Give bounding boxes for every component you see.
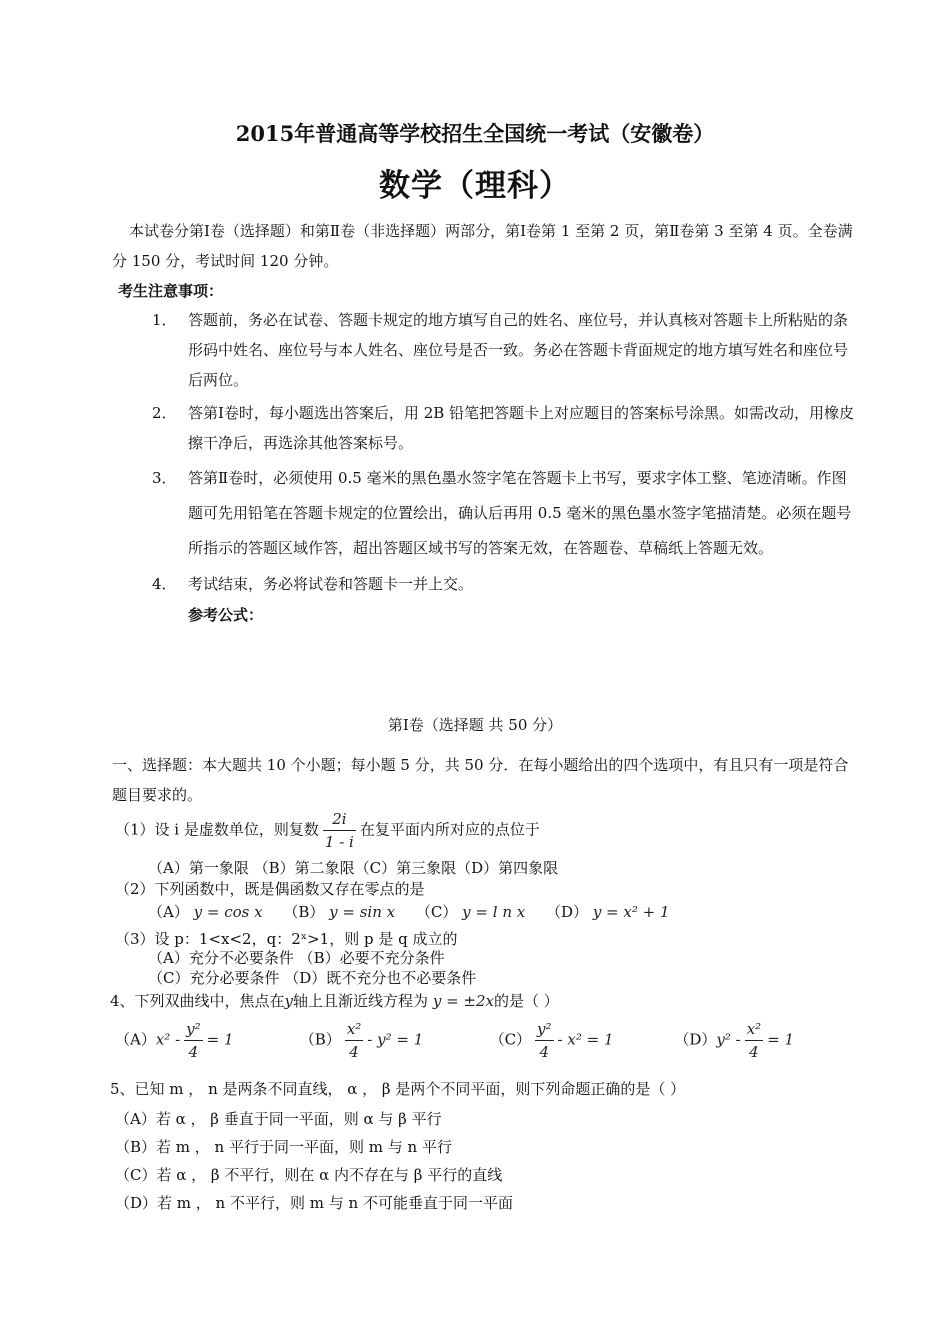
question-5: 5、已知 m ， n 是两条不同直线， α ， β 是两个不同平面，则下列命题正确的是（ ） (110, 1080, 686, 1098)
q4-option-b-fraction (345, 1018, 363, 1063)
q4-option-d-label: （D） (674, 1030, 717, 1049)
q4-option-d-pre: y² - (716, 1030, 741, 1049)
q2-option-c: y = l n x (462, 903, 526, 921)
q4-option-d-num: x² (745, 1018, 763, 1041)
question-1 (115, 808, 540, 853)
q5-option-c: （C）若 α ， β 不平行，则在 α 内不存在与 β 平行的直线 (115, 1166, 503, 1184)
q2-option-a: y = cos x (193, 903, 263, 921)
notice-item-number: 1． (152, 311, 177, 329)
q4-option-a (115, 1018, 295, 1063)
q4-asymptote: y = ±2x (432, 992, 494, 1010)
q4-option-c-num: y² (535, 1018, 554, 1041)
q4-option-b-post: - y² = 1 (367, 1030, 424, 1049)
q5-option-a: （A）若 α ， β 垂直于同一平面，则 α 与 β 平行 (115, 1110, 442, 1128)
notice-item-number: 3． (152, 469, 177, 487)
q2-options (148, 901, 670, 922)
q4-option-d-fraction (745, 1018, 763, 1063)
notice-item-text: 答第Ⅰ卷时，每小题选出答案后，用 2B 铅笔把答题卡上对应题目的答案标号涂黑。如需改动，用橡皮擦干净后，再选涂其他答案标号。 (188, 404, 855, 452)
q2-option-a-label: （A） (148, 903, 189, 921)
q4-stem-b: 轴上且渐近线方程为 (293, 992, 429, 1010)
exam-subtitle: 数学（理科） (379, 168, 571, 204)
q4-stem-c: 的是（ ） (493, 992, 559, 1010)
q4-option-c (490, 1018, 670, 1063)
q2-option-b-label: （B） (283, 903, 325, 921)
q3-options-cd: （C）充分必要条件 （D）既不充分也不必要条件 (148, 969, 477, 987)
notice-item-number: 4． (152, 575, 177, 593)
q1-fraction (323, 808, 356, 853)
formula-heading: 参考公式： (188, 606, 264, 624)
exam-title: 2015年普通高等学校招生全国统一考试（安徽卷） (235, 121, 715, 146)
q1-stem-a: （1）设 i 是虚数单位，则复数 (115, 820, 319, 839)
question-4 (110, 990, 559, 1011)
q3-options-ab: （A）充分不必要条件 （B）必要不充分条件 (148, 949, 445, 967)
section-instruction-text: 一、选择题：本大题共 10 个小题；每小题 5 分，共 50 分．在每小题给出的四个选项中，有且只有一项是符合题目要求的。 (112, 756, 849, 804)
q4-option-c-post: - x² = 1 (557, 1030, 614, 1049)
q4-option-b-den: 4 (349, 1043, 359, 1061)
section-instruction (112, 750, 852, 810)
question-2: （2）下列函数中，既是偶函数又存在零点的是 (115, 880, 425, 898)
question-3: （3）设 p：1<x<2，q：2ˣ>1，则 p 是 q 成立的 (115, 930, 458, 948)
notice-item (152, 461, 857, 566)
q4-option-a-label: （A） (115, 1030, 156, 1049)
q4-option-c-fraction (535, 1018, 554, 1063)
q1-stem-b: 在复平面内所对应的点位于 (359, 820, 540, 839)
q2-option-b: y = sin x (329, 903, 396, 921)
q2-option-d-label: （D） (546, 903, 589, 921)
q2-option-c-label: （C） (415, 903, 458, 921)
q4-option-b-num: x² (345, 1018, 363, 1041)
q4-option-d-post: = 1 (767, 1030, 795, 1049)
notice-item (152, 398, 857, 458)
q4-option-a-pre: x² - (155, 1030, 181, 1049)
q2-option-d: y = x² + 1 (592, 903, 670, 921)
notice-list (152, 305, 857, 628)
q4-stem-a: 4、下列双曲线中，焦点在 (110, 992, 285, 1010)
section-title: 第Ⅰ卷（选择题 共 50 分） (387, 716, 563, 734)
q5-option-d: （D）若 m ， n 不平行，则 m 与 n 不可能垂直于同一平面 (115, 1194, 513, 1212)
notice-item-text: 答第Ⅱ卷时，必须使用 0.5 毫米的黑色墨水签字笔在答题卡上书写，要求字体工整、笔迹清晰。作图题可先用铅笔在答题卡规定的位置绘出，确认后再用 0.5 毫米的黑色墨水签字笔描清楚。必须在题号所指示的答题区域作答，超出答题区域书写的答案无效，在答题卷、草稿纸上答题无效。 (188, 469, 852, 557)
intro-paragraph: 本试卷分第Ⅰ卷（选择题）和第Ⅱ卷（非选择题）两部分，第Ⅰ卷第 1 至第 2 页，第Ⅱ卷第 3 至第 4 页。全卷满分 150 分，考试时间 120 分钟。 (112, 222, 853, 270)
q4-option-a-num: y² (184, 1018, 203, 1041)
q1-options: （A）第一象限 （B）第二象限（C）第三象限（D）第四象限 (148, 859, 559, 877)
q5-option-b: （B）若 m ， n 平行于同一平面，则 m 与 n 平行 (115, 1138, 452, 1156)
q4-option-a-den: 4 (188, 1043, 199, 1061)
q4-option-d (674, 1018, 794, 1063)
q4-option-a-fraction (184, 1018, 203, 1063)
q4-option-c-den: 4 (539, 1043, 550, 1061)
q1-fraction-denominator: 1 - i (324, 833, 354, 851)
notice-item-number: 2． (152, 404, 177, 422)
q4-option-a-post: = 1 (206, 1030, 234, 1049)
q1-fraction-numerator: 2i (323, 808, 356, 831)
q4-options (115, 1018, 794, 1063)
q4-y-var: y (284, 992, 294, 1010)
notice-item-text: 考试结束，务必将试卷和答题卡一并上交。 (188, 575, 474, 593)
q4-option-d-den: 4 (749, 1043, 759, 1061)
notice-heading: 考生注意事项： (118, 282, 224, 300)
notice-item (152, 305, 857, 395)
q4-option-b-label: （B） (299, 1030, 341, 1049)
notice-item-text: 答题前，务必在试卷、答题卡规定的地方填写自己的姓名、座位号，并认真核对答题卡上所粘贴的条形码中姓名、座位号与本人姓名、座位号是否一致。务必在答题卡背面规定的地方填写姓名和座位号后两位。 (188, 311, 849, 389)
notice-item (152, 569, 857, 599)
q4-option-b (300, 1018, 485, 1063)
q4-option-c-label: （C） (489, 1030, 532, 1049)
